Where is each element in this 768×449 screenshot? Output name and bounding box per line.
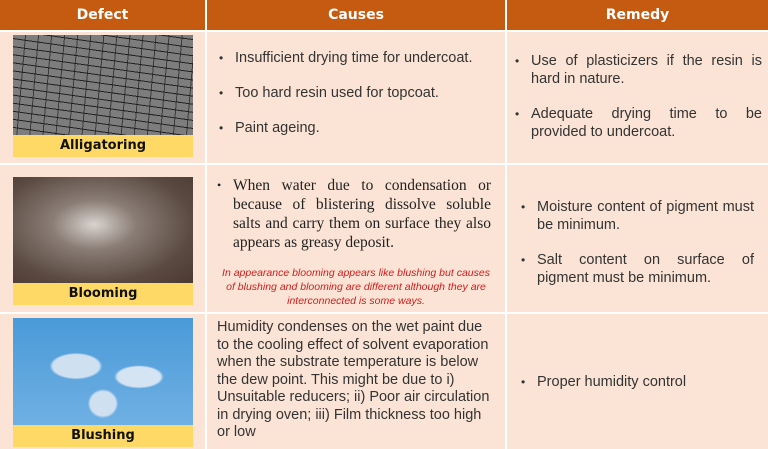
causes-cell	[207, 314, 505, 449]
header-defect: Defect	[0, 0, 205, 30]
blooming-image	[13, 177, 193, 283]
blushing-image	[13, 318, 193, 425]
defect-cell-alligatoring	[0, 32, 205, 163]
remedy-cell	[507, 165, 768, 312]
header-remedy: Remedy	[507, 0, 768, 30]
remedy-cell	[507, 32, 768, 163]
causes-cell	[207, 32, 505, 163]
alligatoring-image	[13, 35, 193, 135]
cause-item: • Too hard resin used for topcoat.	[213, 84, 491, 102]
cause-item: • Insufficient drying time for undercoat.	[213, 49, 491, 67]
causes-cell	[207, 165, 505, 312]
note-text: In appearance blooming appears like blushing but causes of blushing and blooming are different although they are interconnected is some ways.	[222, 267, 490, 307]
remedy-item: • Proper humidity control	[515, 373, 754, 391]
cause-item: • Paint ageing.	[213, 119, 491, 137]
cause-item: • When water due to condensation or because of blistering dissolve soluble salts and carry them on surface they also appears as greasy deposit.	[211, 176, 491, 252]
remedy-item: • Salt content on surface of pigment must be minimum.	[515, 251, 754, 287]
remedy-item: • Adequate drying time to be provided to undercoat.	[509, 105, 762, 141]
defect-cell-blushing	[0, 314, 205, 449]
remedy-item: • Use of plasticizers if the resin is hard in nature.	[509, 52, 762, 88]
defect-label: Alligatoring	[13, 135, 193, 157]
remedy-item: • Moisture content of pigment must be minimum.	[515, 198, 754, 234]
defect-cell-blooming	[0, 165, 205, 312]
cause-text: Humidity condenses on the wet paint due to the cooling effect of solvent evaporation when the substrate temperature is below the dew point. This might be due to i) Unsuitable reducers; ii) Poor air circulation in drying oven; iii) Film thickness too high or low	[217, 319, 490, 440]
header-causes: Causes	[207, 0, 505, 30]
remedy-cell	[507, 314, 768, 449]
defect-label: Blooming	[13, 283, 193, 305]
defect-label: Blushing	[13, 425, 193, 447]
